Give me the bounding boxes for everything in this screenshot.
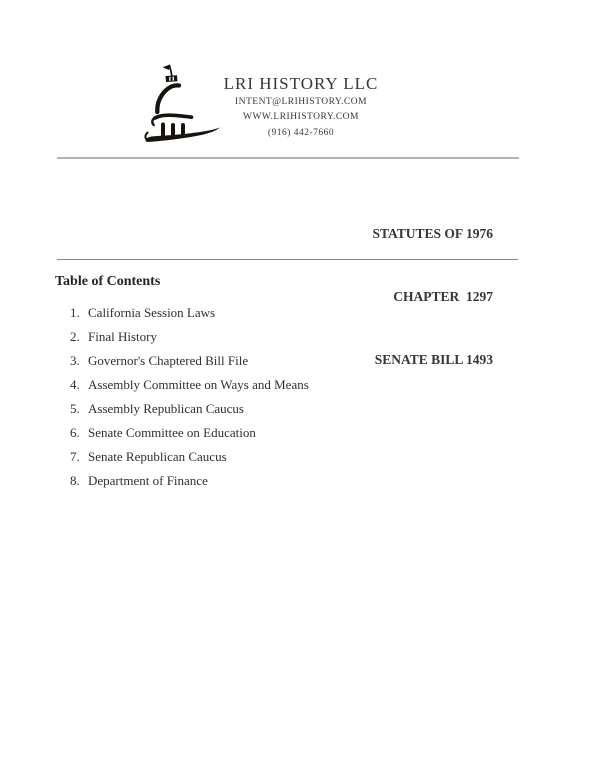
toc-item-label: Senate Committee on Education (88, 425, 256, 440)
toc-item-label: Final History (88, 329, 157, 344)
toc-item-label: California Session Laws (88, 305, 216, 320)
statutes-line: STATUTES OF 1976 (372, 226, 493, 241)
toc-item-number: 7. (70, 449, 80, 464)
toc-item-label: Senate Republican Caucus (88, 449, 227, 464)
toc-item-label: Assembly Republican Caucus (88, 401, 244, 416)
chapter-line: CHAPTER 1297 (393, 289, 493, 304)
toc-item (70, 301, 309, 325)
statute-reference (372, 181, 493, 412)
toc-item (70, 469, 309, 493)
toc-item-number: 2. (70, 329, 80, 344)
divider-top (57, 157, 519, 159)
letterhead (188, 73, 414, 141)
toc-item-number: 5. (70, 401, 80, 416)
toc-item (70, 445, 309, 469)
toc-item-number: 1. (70, 305, 80, 320)
toc-item-number: 3. (70, 353, 80, 368)
toc-item-number: 8. (70, 473, 80, 488)
senate-bill-line: SENATE BILL 1493 (374, 352, 493, 367)
toc-item-label: Assembly Committee on Ways and Means (88, 377, 309, 392)
toc-list (70, 301, 309, 493)
toc-item (70, 373, 309, 397)
company-phone: (916) 442-7660 (267, 127, 335, 138)
toc-item (70, 397, 309, 421)
toc-item-label: Department of Finance (88, 473, 208, 488)
toc-item (70, 349, 309, 373)
toc-item-label: Governor's Chaptered Bill File (88, 353, 249, 368)
company-website: WWW.LRIHISTORY.COM (243, 112, 359, 123)
toc-item (70, 421, 309, 445)
toc-item (70, 325, 309, 349)
toc-item-number: 4. (70, 377, 80, 392)
company-name: LRI HISTORY LLC (223, 74, 379, 93)
company-email: INTENT@LRIHISTORY.COM (234, 97, 368, 107)
toc-item-number: 6. (70, 425, 80, 440)
toc-title: Table of Contents (55, 274, 161, 289)
